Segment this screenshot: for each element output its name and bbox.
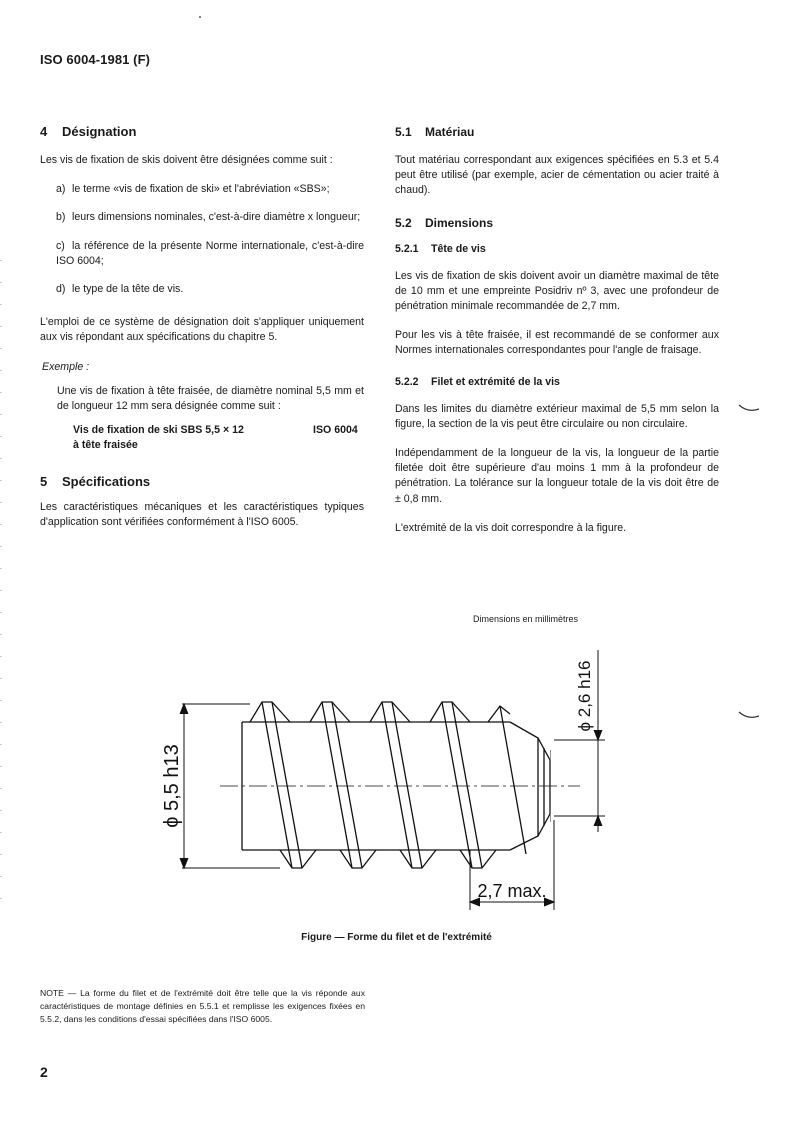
list-item-text: leurs dimensions nominales, c'est-à-dire diamètre x longueur; (72, 211, 361, 224)
list-item-label: a) (56, 183, 66, 196)
section-number: 5.1 (395, 125, 412, 139)
scan-speck (199, 16, 201, 18)
designation-intro: Les vis de fixation de skis doivent être désignées comme suit : (40, 154, 333, 166)
length-label: 2,7 max. (477, 881, 547, 901)
section-4-heading (40, 124, 364, 140)
list-item (40, 282, 364, 297)
section-5-2-1-heading (395, 242, 719, 257)
designation-name: Vis de fixation de ski SBS 5,5 × 12 (73, 424, 244, 437)
list-item-label: b) (56, 211, 66, 224)
list-item (40, 182, 364, 197)
list-item-text: le type de la tête de vis. (72, 283, 184, 296)
list-item (40, 210, 364, 225)
section-number: 5 (40, 473, 48, 489)
margin-mark (738, 400, 760, 418)
thread-paragraph-3: L'extrémité de la vis doit correspondre à la figure. (395, 521, 627, 534)
section-number: 5.2.1 (395, 242, 419, 255)
section-number: 5.2.2 (395, 375, 419, 388)
section-number: 5.2 (395, 215, 412, 230)
section-title: Tête de vis (431, 242, 486, 255)
screw-thread-drawing (150, 640, 630, 920)
scan-edge-marks (0, 260, 2, 900)
section-5-2-heading (395, 215, 719, 231)
section-5-1-heading (395, 124, 719, 140)
left-column (40, 124, 364, 544)
example-label: Exemple : (42, 360, 90, 373)
section-5-2-2-heading (395, 375, 719, 390)
section-title: Filet et extrémité de la vis (431, 375, 560, 388)
right-column (395, 124, 719, 550)
head-paragraph-2: Pour les vis à tête fraisée, il est recommandé de se conformer aux Normes internationales correspondantes pour l'angle de fraisage. (395, 329, 719, 357)
list-item-label: c) (56, 239, 65, 252)
example-text: Une vis de fixation à tête fraisée, de diamètre nominal 5,5 mm et de longueur 12 mm sera désignée comme suit : (57, 384, 364, 413)
list-item (40, 239, 364, 269)
section-number: 4 (40, 124, 48, 139)
designation-head-type: à tête fraisée (73, 439, 138, 452)
margin-mark (738, 707, 760, 725)
units-note: Dimensions en millimètres (473, 614, 579, 624)
designation-standard: ISO 6004 (313, 424, 358, 437)
screw-body (242, 702, 552, 868)
material-text: Tout matériau correspondant aux exigences spécifiées en 5.3 et 5.4 peut être utilisé (par exemple, acier de cémentation ou acier traité à chaud). (395, 154, 719, 197)
example-designation (40, 423, 364, 453)
head-paragraph-1: Les vis de fixation de skis doivent avoir un diamètre maximal de tête de 10 mm et une empreinte Posidriv nº 3, avec une profondeur de pénétration minimale recommandée de 2,7 mm. (395, 269, 719, 313)
figure (150, 640, 630, 920)
section-title: Matériau (425, 125, 475, 139)
document-header: ISO 6004-1981 (F) (40, 52, 151, 67)
thread-paragraph-1: Dans les limites du diamètre extérieur maximal de 5,5 mm selon la figure, la section de la vis peut être circulaire ou non circulaire. (395, 402, 719, 430)
section-title: Spécifications (62, 473, 151, 489)
page-number: 2 (40, 1064, 48, 1080)
section-title: Dimensions (425, 215, 494, 230)
list-item-text: la référence de la présente Norme internationale, c'est-à-dire ISO 6004; (56, 239, 364, 267)
specifications-text: Les caractéristiques mécaniques et les caractéristiques typiques d'application sont vérifiées conformément à l'ISO 6005. (40, 500, 364, 528)
major-diameter-label: ϕ 5,5 h13 (161, 744, 183, 828)
thread-paragraph-2: Indépendamment de la longueur de la vis, la longueur de la partie filetée doit être supérieure d'au moins 1 mm à la profondeur de pénétration. La tolérance sur la longueur totale de la vis doit être de ± 0,8 mm. (395, 447, 719, 505)
tip-diameter-label: ϕ 2,6 h16 (575, 660, 594, 732)
list-item-text: le terme «vis de fixation de ski» et l'abréviation «SBS»; (72, 183, 330, 196)
section-title: Désignation (62, 124, 137, 139)
designation-scope: L'emploi de ce système de désignation doit s'appliquer uniquement aux vis répondant aux spécifications du chapitre 5. (40, 316, 364, 344)
list-item-label: d) (56, 283, 66, 296)
note: NOTE — La forme du filet et de l'extrémité doit être telle que la vis réponde aux caractéristiques de montage définies en 5.5.1 et remplisse les exigences fixées en 5.5.2, dans les conditions d'essai spécifiées dans l'ISO 6005. (40, 988, 365, 1024)
figure-caption: Figure — Forme du filet et de l'extrémité (301, 932, 492, 943)
section-5-heading (40, 474, 364, 490)
